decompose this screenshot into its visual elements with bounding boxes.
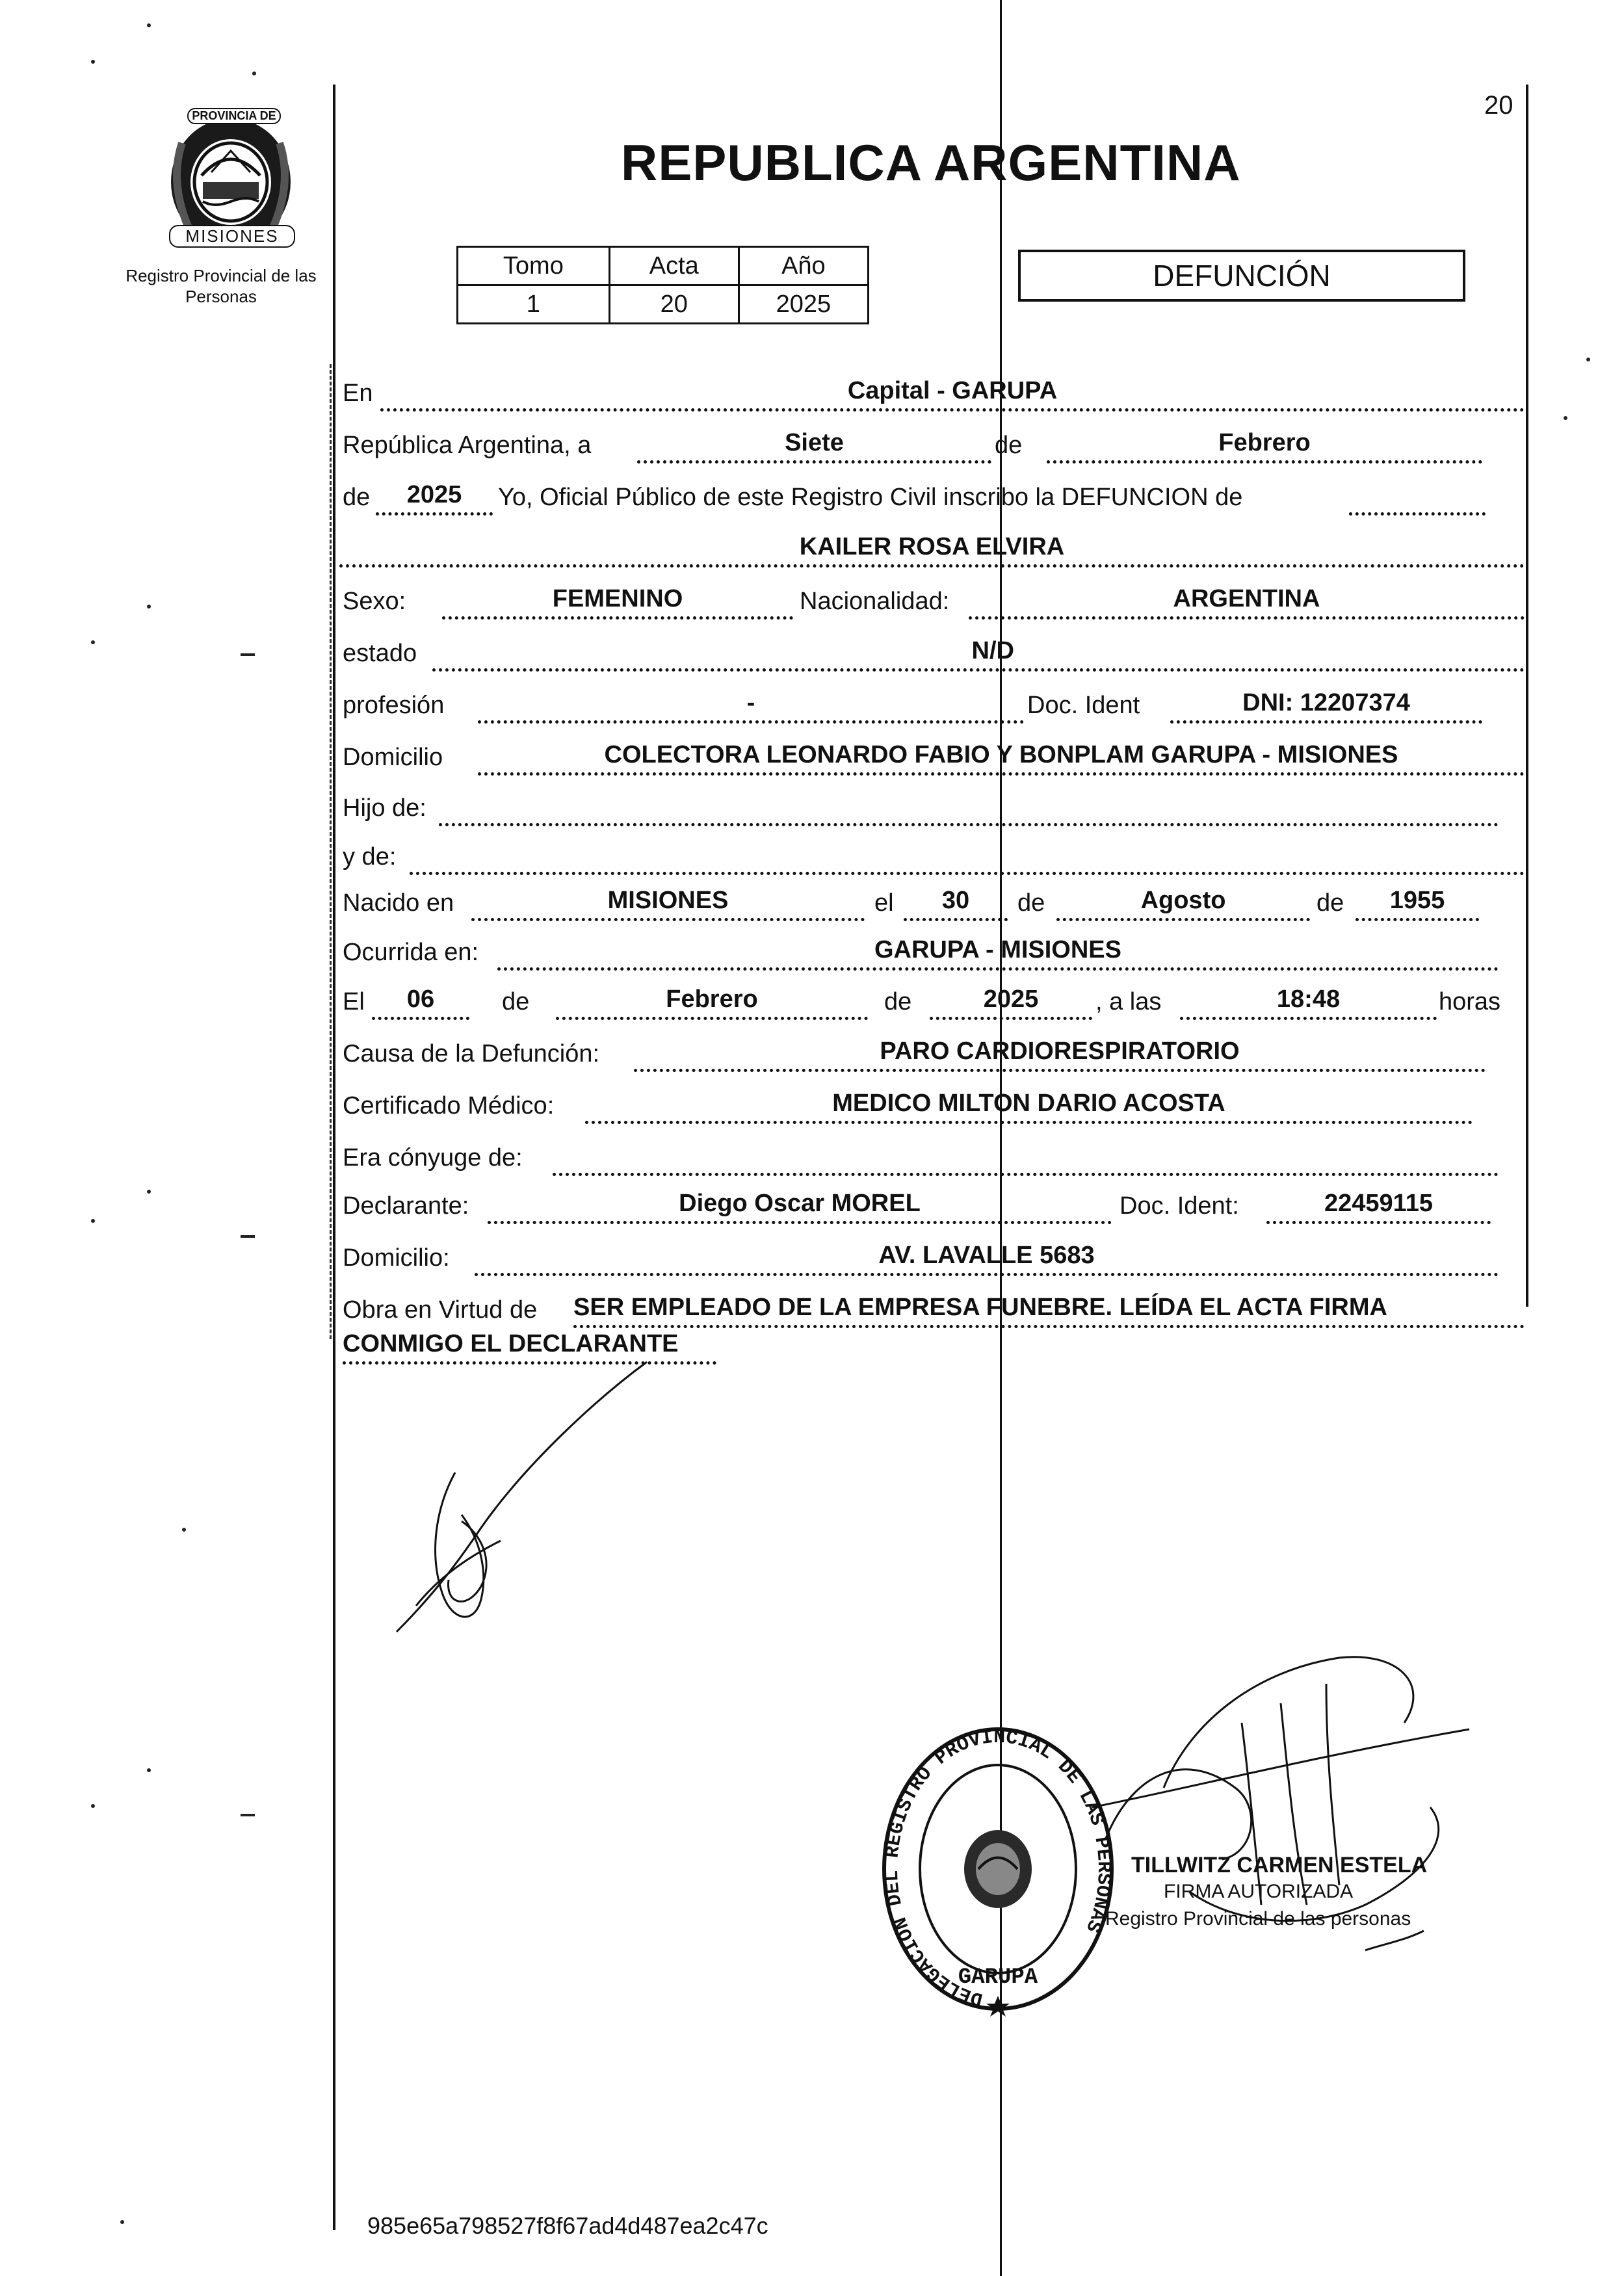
fill-line-ocurrida-en bbox=[497, 967, 1499, 971]
value-obra-line1: SER EMPLEADO DE LA EMPRESA FUNEBRE. LEÍDA EL ACTA FIRMA bbox=[573, 1294, 1387, 1321]
official-office: Registro Provincial de las personas bbox=[1105, 1908, 1411, 1929]
scan-speck bbox=[91, 60, 95, 64]
value-obra-line2: CONMIGO EL DECLARANTE bbox=[343, 1330, 679, 1357]
value-mes-letras: Febrero bbox=[1218, 429, 1311, 456]
label-sexo: Sexo: bbox=[343, 588, 406, 615]
value-profesion: - bbox=[746, 689, 755, 716]
fill-line-anio bbox=[376, 512, 493, 516]
logo-ribbon-top: PROVINCIA DE bbox=[187, 108, 281, 124]
document-hash: 985e65a798527f8f67ad4d487ea2c47c bbox=[367, 2212, 768, 2239]
fill-line-hora bbox=[1180, 1017, 1437, 1020]
fill-line-def-dia bbox=[372, 1017, 469, 1020]
value-tomo: 1 bbox=[458, 285, 610, 324]
label-de-nac-mes: de bbox=[1017, 889, 1045, 917]
value-sexo: FEMENINO bbox=[552, 585, 683, 612]
registry-logo bbox=[150, 104, 312, 254]
label-hijo-de: Hijo de: bbox=[343, 794, 426, 822]
value-estado: N/D bbox=[971, 637, 1014, 664]
label-domicilio-declarante: Domicilio: bbox=[343, 1244, 450, 1272]
label-de-mes: de bbox=[995, 432, 1023, 459]
fill-line-hijo-de bbox=[439, 823, 1499, 826]
value-def-dia: 06 bbox=[406, 986, 435, 1013]
scan-speck bbox=[147, 1768, 151, 1772]
label-de-fecha-mes: de bbox=[502, 988, 530, 1015]
scan-mark bbox=[241, 653, 255, 656]
label-horas: horas bbox=[1439, 988, 1501, 1015]
value-anio: 2025 bbox=[406, 481, 462, 508]
act-type-label: DEFUNCIÓN bbox=[1153, 259, 1331, 293]
value-dia-letras: Siete bbox=[785, 429, 844, 456]
official-role: FIRMA AUTORIZADA bbox=[1164, 1881, 1354, 1902]
value-anio: 2025 bbox=[739, 285, 868, 324]
value-certificado: MEDICO MILTON DARIO ACOSTA bbox=[832, 1090, 1225, 1117]
fill-line-doc-ident bbox=[1170, 720, 1482, 724]
act-type-box bbox=[1018, 250, 1465, 302]
fill-line-declarante bbox=[488, 1221, 1112, 1224]
scan-speck bbox=[91, 1804, 95, 1808]
label-de-nac-anio: de bbox=[1316, 889, 1344, 917]
value-ocurrida-en: GARUPA - MISIONES bbox=[874, 936, 1122, 963]
fill-line-nac-anio bbox=[1356, 918, 1479, 921]
scan-mark bbox=[241, 1235, 255, 1238]
label-doc-ident-declarante: Doc. Ident: bbox=[1120, 1192, 1239, 1220]
label-el-fecha: El bbox=[343, 988, 365, 1015]
scan-speck bbox=[147, 1190, 151, 1194]
fill-line-causa bbox=[634, 1069, 1486, 1072]
scan-speck bbox=[182, 1528, 186, 1532]
label-nacionalidad: Nacionalidad: bbox=[800, 588, 950, 615]
fill-line-nac-mes bbox=[1056, 918, 1310, 921]
scan-speck bbox=[91, 640, 95, 644]
fill-line-declarante-doc bbox=[1266, 1221, 1491, 1224]
header-anio: Año bbox=[739, 247, 868, 285]
seal-ring-text: DELEGACION DEL REGISTRO PROVINCIAL DE LAS PERSONAS bbox=[881, 1726, 1115, 2010]
value-declarante: Diego Oscar MOREL bbox=[679, 1190, 921, 1217]
signature-scribble-icon bbox=[384, 1359, 657, 1638]
fill-line-obra-1 bbox=[573, 1325, 1525, 1328]
header-tomo: Tomo bbox=[458, 247, 610, 285]
fill-line-profesion bbox=[478, 720, 1024, 724]
value-nac-dia: 30 bbox=[941, 887, 970, 914]
scan-speck bbox=[1564, 416, 1567, 420]
label-declarante: Declarante: bbox=[343, 1192, 469, 1220]
label-estado: estado bbox=[343, 640, 417, 667]
logo-ribbon-bottom: MISIONES bbox=[169, 225, 295, 248]
page-title: REPUBLICA ARGENTINA bbox=[621, 134, 1241, 191]
fill-line-certificado bbox=[585, 1121, 1473, 1124]
scan-speck bbox=[120, 2220, 124, 2224]
page-number: 20 bbox=[1484, 91, 1513, 120]
fill-line-def-anio bbox=[930, 1017, 1092, 1020]
fill-line-mes bbox=[1047, 460, 1482, 464]
scan-speck bbox=[147, 605, 151, 608]
scan-speck bbox=[252, 72, 256, 75]
value-declarante-doc: 22459115 bbox=[1324, 1190, 1433, 1217]
fill-line-estado bbox=[432, 668, 1525, 672]
fill-line-fallecido bbox=[339, 564, 1525, 568]
label-yo-oficial: Yo, Oficial Público de este Registro Civil inscribo la DEFUNCION de bbox=[498, 484, 1243, 511]
value-lugar: Capital - GARUPA bbox=[847, 377, 1058, 404]
fill-line-nacionalidad bbox=[969, 616, 1525, 620]
scan-speck bbox=[1586, 358, 1590, 361]
fill-line-en bbox=[380, 408, 1525, 412]
label-obra-en-virtud: Obra en Virtud de bbox=[343, 1296, 538, 1324]
label-causa: Causa de la Defunción: bbox=[343, 1040, 600, 1067]
fill-line-def-mes bbox=[556, 1017, 868, 1020]
fill-line-sexo bbox=[442, 616, 793, 620]
value-nacionalidad: ARGENTINA bbox=[1173, 585, 1320, 612]
registry-name: Registro Provincial de las Personas bbox=[125, 266, 317, 306]
label-nacido-en: Nacido en bbox=[343, 889, 454, 917]
label-en: En bbox=[343, 380, 373, 407]
record-table-value-row bbox=[458, 285, 869, 324]
value-nac-anio: 1955 bbox=[1389, 887, 1445, 914]
value-domicilio: COLECTORA LEONARDO FABIO Y BONPLAM GARUPA - MISIONES bbox=[604, 741, 1398, 768]
fill-line-nac-dia bbox=[904, 918, 1008, 921]
label-profesion: profesión bbox=[343, 692, 445, 719]
label-conyuge: Era cónyuge de: bbox=[343, 1144, 523, 1171]
label-ocurrida-en: Ocurrida en: bbox=[343, 939, 479, 966]
value-nacido-en: MISIONES bbox=[607, 887, 729, 914]
fill-line-conyuge bbox=[553, 1173, 1499, 1176]
fill-line-y-de bbox=[410, 872, 1525, 875]
right-margin-line bbox=[1526, 85, 1528, 1307]
label-el: el bbox=[874, 889, 894, 917]
declarant-signature bbox=[384, 1359, 657, 1638]
value-acta: 20 bbox=[609, 285, 739, 324]
value-hora: 18:48 bbox=[1276, 986, 1341, 1013]
registry-seal bbox=[878, 1723, 1118, 2022]
scan-speck bbox=[91, 1219, 95, 1223]
seal-city: GARUPA bbox=[958, 1965, 1038, 1990]
record-table bbox=[456, 246, 869, 324]
label-a-las: , a las bbox=[1095, 988, 1162, 1015]
label-republica: República Argentina, a bbox=[343, 432, 592, 459]
official-name: TILLWITZ CARMEN ESTELA bbox=[1131, 1853, 1428, 1877]
fill-line-domicilio bbox=[478, 772, 1525, 776]
fill-line-dia bbox=[637, 460, 991, 464]
label-de-fecha-anio: de bbox=[884, 988, 912, 1015]
value-fallecido: KAILER ROSA ELVIRA bbox=[799, 533, 1065, 560]
label-de-anio: de bbox=[343, 484, 371, 511]
value-def-mes: Febrero bbox=[666, 986, 758, 1013]
scan-speck bbox=[147, 23, 151, 27]
value-nac-mes: Agosto bbox=[1140, 887, 1226, 914]
label-certificado: Certificado Médico: bbox=[343, 1092, 555, 1119]
scan-mark bbox=[241, 1814, 255, 1816]
label-doc-ident: Doc. Ident bbox=[1027, 692, 1140, 719]
record-table-header-row bbox=[458, 247, 869, 285]
label-y-de: y de: bbox=[343, 843, 397, 870]
left-edge-dashes bbox=[330, 364, 332, 1339]
value-causa: PARO CARDIORESPIRATORIO bbox=[880, 1038, 1240, 1065]
fill-line-de-tail bbox=[1349, 512, 1486, 516]
header-acta: Acta bbox=[609, 247, 739, 285]
round-seal-icon bbox=[878, 1723, 1118, 2022]
fill-line-nacido-en bbox=[471, 918, 865, 921]
label-domicilio: Domicilio bbox=[343, 744, 443, 771]
value-doc-ident: DNI: 12207374 bbox=[1242, 689, 1410, 716]
fill-line-domicilio-declarante bbox=[475, 1273, 1499, 1276]
value-def-anio: 2025 bbox=[983, 986, 1039, 1013]
value-domicilio-declarante: AV. LAVALLE 5683 bbox=[878, 1242, 1095, 1269]
left-margin-line bbox=[333, 85, 335, 2230]
